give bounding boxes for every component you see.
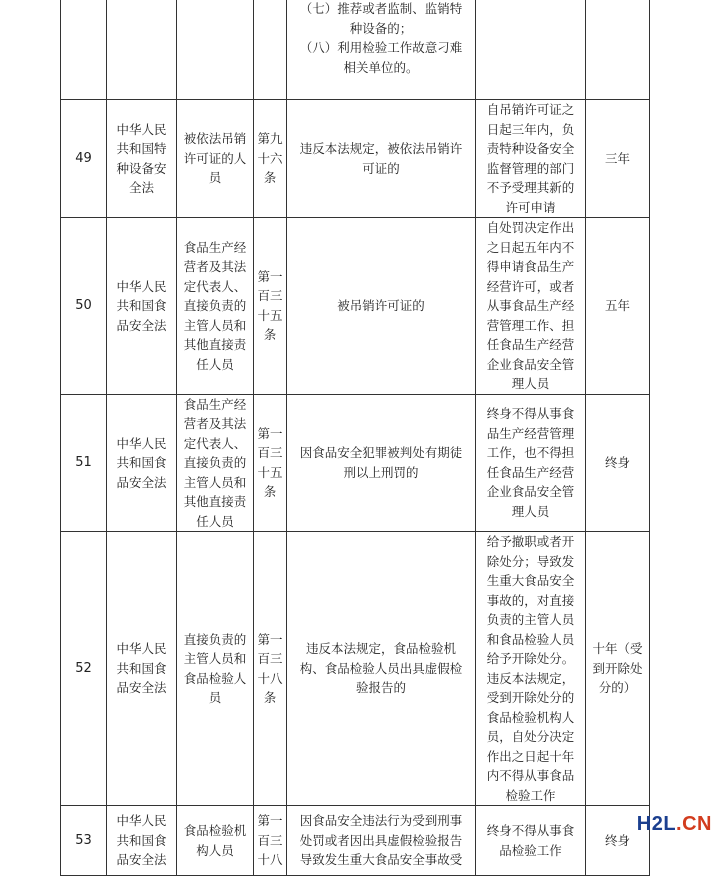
restriction-measure-line: 不予受理其新的 <box>486 180 575 195</box>
restricted-subject-line: 食品生产经 <box>183 396 247 412</box>
restriction-period-line: 十年（受 <box>592 641 643 657</box>
restriction-period <box>592 639 642 698</box>
violation-situation-line: 导致发生重大食品安全事故受 <box>299 852 463 868</box>
article-ref-line: 条 <box>263 484 277 500</box>
article-ref-line: 第一 <box>257 268 283 284</box>
restriction-measure-line: 自处罚决定作出 <box>486 220 575 235</box>
restriction-measure-line: 任食品生产经营 <box>486 464 575 480</box>
cell-subject <box>177 0 254 100</box>
restriction-measure-line: 除处分；导致发 <box>486 553 575 569</box>
law-name-line: 中华人民 <box>116 641 167 657</box>
restriction-period <box>605 831 630 851</box>
restriction-measure-line: 工作，也不得担 <box>486 445 575 461</box>
law-name-line: 共和国特 <box>116 141 167 156</box>
restricted-subject-line: 营者及其法 <box>183 416 247 431</box>
restricted-subject-line: 直接负责的 <box>183 298 247 313</box>
restricted-subject-line: 被依法吊销 <box>183 131 247 147</box>
law-name-line: 种设备安 <box>116 160 167 176</box>
article-ref-line: 条 <box>263 170 277 186</box>
violation-situation-line: 验报告的 <box>355 680 406 696</box>
table-row <box>61 394 650 532</box>
restriction-period <box>605 296 630 316</box>
restricted-subject <box>184 395 247 532</box>
violation-situation-line: 被吊销许可证的 <box>337 298 425 313</box>
table-row <box>61 100 650 218</box>
cell-law <box>107 0 177 100</box>
article-ref-line: 十八 <box>257 670 283 686</box>
cell-restricted-subject <box>177 218 254 395</box>
law-name <box>116 434 166 493</box>
restriction-period-line: 终身 <box>604 455 630 470</box>
cell-row-number: 52 <box>61 532 107 806</box>
article-ref-line: 第九 <box>257 131 283 147</box>
law-name-line: 中华人民 <box>116 121 167 137</box>
restriction-measure-line: 得申请食品生产 <box>486 259 575 274</box>
article-ref <box>257 424 282 502</box>
restriction-measure-line: 事故的，对直接 <box>486 592 575 608</box>
restricted-subject-line: 定代表人、 <box>183 435 247 451</box>
restricted-subject-line: 任人员 <box>196 356 234 372</box>
article-ref <box>257 630 282 708</box>
violation-situation <box>300 639 463 698</box>
article-ref-line: 条 <box>263 327 277 343</box>
cell-restricted-subject <box>177 806 254 876</box>
cell-violation-situation <box>287 394 476 532</box>
restriction-measure <box>487 100 575 217</box>
cell-restricted-subject <box>177 532 254 806</box>
article-ref-line: 十八 <box>257 852 283 868</box>
restriction-measure-line: 理人员 <box>511 376 550 391</box>
article-ref <box>257 811 282 870</box>
cell-law-name <box>107 806 177 876</box>
law-name-line: 共和国食 <box>116 455 167 470</box>
restriction-measure-line: 给予撤职或者开 <box>486 534 575 549</box>
violation-situation <box>300 443 463 482</box>
restriction-measure-line: 受到开除处分的 <box>486 690 575 705</box>
restricted-subject-line: 构人员 <box>196 842 234 858</box>
article-ref-line: 百三 <box>257 445 283 461</box>
restriction-measure-line: 营管理工作、担 <box>486 317 575 333</box>
article-ref-line: 十六 <box>257 150 283 166</box>
restriction-period-line: 五年 <box>604 298 630 313</box>
cell-no <box>61 0 107 100</box>
cell-article-ref <box>254 806 287 876</box>
restriction-measure-line: 责特种设备安全 <box>486 141 575 156</box>
restriction-period-line: 分的） <box>598 680 637 696</box>
cell-period <box>586 0 650 100</box>
continued-situation-text-line: （七）推荐或者监制、监销特 <box>299 1 463 16</box>
restriction-measure-line: 食品检验机构人 <box>486 709 575 725</box>
restriction-measure-line: 和食品检验人员 <box>486 631 575 647</box>
restriction-measure-line: 经营许可，或者 <box>486 278 575 294</box>
restricted-subject-line: 直接负责的 <box>183 455 247 470</box>
restriction-measure-line: 之日起五年内不 <box>486 239 575 255</box>
cell-row-number: 51 <box>61 394 107 532</box>
restriction-measure-line: 品检验工作 <box>499 842 562 858</box>
restricted-subject-line: 食品生产经 <box>183 239 247 255</box>
restriction-measure-line: 日起三年内，负 <box>486 121 575 137</box>
continued-situation-text-line: （八）利用检验工作故意刁难 <box>299 40 463 55</box>
restriction-measure-line: 监督管理的部门 <box>486 160 575 176</box>
cell-restricted-subject <box>177 394 254 532</box>
restriction-period-line: 到开除处 <box>592 660 643 676</box>
continued-situation-text <box>300 0 463 77</box>
restricted-subject <box>184 821 247 860</box>
table-row <box>61 806 650 876</box>
law-name-line: 共和国食 <box>116 298 167 313</box>
article-ref-line: 条 <box>263 690 277 705</box>
restricted-subject-line: 其他直接责 <box>183 337 247 352</box>
disqualification-table <box>60 0 650 876</box>
continued-situation-text-line: 相关单位的。 <box>343 59 419 75</box>
cell-article <box>254 0 287 100</box>
article-ref-line: 百三 <box>257 832 283 848</box>
restriction-measure <box>487 821 575 860</box>
restricted-subject-line: 主管人员和 <box>183 474 247 490</box>
law-name-line: 品安全法 <box>116 852 167 868</box>
restriction-measure-line: 终身不得从事食 <box>486 823 575 838</box>
cell-restriction-period <box>586 532 650 806</box>
violation-situation-line: 构、食品检验人员出具虚假检 <box>299 660 463 676</box>
law-name-line: 品安全法 <box>116 474 167 490</box>
restricted-subject-line: 员 <box>208 170 222 186</box>
site-watermark-logo: H2L.CN <box>636 813 712 835</box>
law-name <box>116 639 166 698</box>
restriction-measure-line: 生重大食品安全 <box>486 573 575 588</box>
restricted-subject <box>184 129 247 188</box>
restriction-period <box>605 149 630 169</box>
cell-law-name <box>107 218 177 395</box>
cell-measure <box>476 0 586 100</box>
cell-restriction-measure <box>476 394 586 532</box>
cell-violation-situation <box>287 100 476 218</box>
cell-article-ref <box>254 218 287 395</box>
table-body <box>61 0 650 876</box>
cell-restriction-period <box>586 394 650 532</box>
cell-article-ref <box>254 394 287 532</box>
violation-situation <box>300 811 463 870</box>
restricted-subject <box>184 630 247 708</box>
restriction-measure-line: 品生产经营管理 <box>486 425 575 441</box>
restricted-subject-line: 员 <box>208 690 222 705</box>
restricted-subject-line: 食品检验人 <box>183 670 247 686</box>
cell-article-ref <box>254 532 287 806</box>
law-name-line: 中华人民 <box>116 435 167 451</box>
cell-law-name <box>107 532 177 806</box>
restriction-measure-line: 终身不得从事食 <box>486 406 575 422</box>
restricted-subject <box>184 238 247 375</box>
restricted-subject-line: 任人员 <box>196 513 234 529</box>
restricted-subject-line: 食品检验机 <box>183 823 247 838</box>
article-ref-line: 百三 <box>257 288 283 304</box>
cell-article-ref <box>254 100 287 218</box>
restricted-subject-line: 直接负责的 <box>183 631 247 647</box>
cell-situation-continued <box>287 0 476 100</box>
cell-restriction-measure <box>476 218 586 395</box>
article-ref <box>257 129 282 188</box>
article-ref-line: 百三 <box>257 651 283 666</box>
cell-row-number: 50 <box>61 218 107 395</box>
restriction-measure-line: 员，自处分决定 <box>486 729 575 744</box>
restriction-measure-line: 作出之日起十年 <box>486 748 575 764</box>
article-ref-line: 十五 <box>257 464 283 480</box>
continued-situation-text-line: 种设备的； <box>349 20 413 36</box>
restriction-measure <box>487 218 575 394</box>
continuation-row <box>61 0 650 100</box>
cell-violation-situation <box>287 218 476 395</box>
cell-row-number: 49 <box>61 100 107 218</box>
table-row <box>61 218 650 395</box>
article-ref-line: 第一 <box>257 813 283 829</box>
cell-restriction-period <box>586 100 650 218</box>
law-name <box>116 811 166 870</box>
article-ref-line: 十五 <box>257 307 283 323</box>
violation-situation-line: 刑以上刑罚的 <box>343 464 419 480</box>
restriction-measure <box>487 404 575 521</box>
violation-situation-line: 可证的 <box>362 160 400 176</box>
restriction-measure-line: 违反本法规定， <box>486 670 575 686</box>
cell-restriction-measure <box>476 100 586 218</box>
cell-restricted-subject <box>177 100 254 218</box>
cell-restriction-measure <box>476 806 586 876</box>
cell-law-name <box>107 394 177 532</box>
law-name <box>116 120 166 198</box>
restricted-subject-line: 营者及其法 <box>183 259 247 274</box>
cell-law-name <box>107 100 177 218</box>
restriction-period-line: 三年 <box>604 150 630 166</box>
restricted-subject-line: 定代表人、 <box>183 278 247 294</box>
law-name-line: 共和国食 <box>116 660 167 676</box>
violation-situation-line: 违反本法规定，被依法吊销许 <box>299 141 463 156</box>
cell-violation-situation <box>287 532 476 806</box>
violation-situation-line: 处罚或者因出具虚假检验报告 <box>299 832 463 848</box>
law-name-line: 共和国食 <box>116 832 167 848</box>
cell-violation-situation <box>287 806 476 876</box>
restricted-subject-line: 主管人员和 <box>183 651 247 666</box>
restriction-period-line: 终身 <box>604 832 630 848</box>
restriction-measure-line: 自吊销许可证之 <box>486 102 575 117</box>
restricted-subject-line: 其他直接责 <box>183 494 247 509</box>
restriction-measure-line: 检验工作 <box>505 787 556 803</box>
law-name-line: 中华人民 <box>116 813 167 829</box>
table-row <box>61 532 650 806</box>
violation-situation <box>300 139 463 178</box>
restriction-period <box>605 453 630 473</box>
violation-situation <box>337 296 425 316</box>
cell-restriction-measure <box>476 532 586 806</box>
restriction-measure-line: 内不得从事食品 <box>486 768 575 783</box>
restriction-measure-line: 从事食品生产经 <box>486 298 575 313</box>
article-ref-line: 第一 <box>257 631 283 647</box>
restriction-measure-line: 企业食品安全管 <box>486 484 575 500</box>
cell-restriction-period <box>586 218 650 395</box>
restriction-measure-line: 企业食品安全管 <box>486 356 575 372</box>
cell-row-number: 53 <box>61 806 107 876</box>
law-name-line: 全法 <box>128 180 154 195</box>
article-ref-line: 第一 <box>257 425 283 441</box>
law-name-line: 品安全法 <box>116 317 167 333</box>
restriction-measure <box>487 532 575 805</box>
restriction-measure-line: 许可申请 <box>505 199 556 215</box>
restriction-measure-line: 理人员 <box>511 503 550 519</box>
law-name-line: 品安全法 <box>116 680 167 696</box>
violation-situation-line: 因食品安全犯罪被判处有期徒 <box>299 445 463 461</box>
law-name-line: 中华人民 <box>116 278 167 294</box>
violation-situation-line: 因食品安全违法行为受到刑事 <box>299 813 463 829</box>
violation-situation-line: 违反本法规定，食品检验机 <box>305 641 456 657</box>
law-name <box>116 277 166 336</box>
article-ref <box>257 267 282 345</box>
restriction-measure-line: 任食品生产经营 <box>486 337 575 352</box>
restriction-measure-line: 负责的主管人员 <box>486 612 575 627</box>
restricted-subject-line: 主管人员和 <box>183 317 247 333</box>
restriction-measure-line: 给予开除处分。 <box>486 651 575 666</box>
restricted-subject-line: 许可证的人 <box>183 150 247 166</box>
